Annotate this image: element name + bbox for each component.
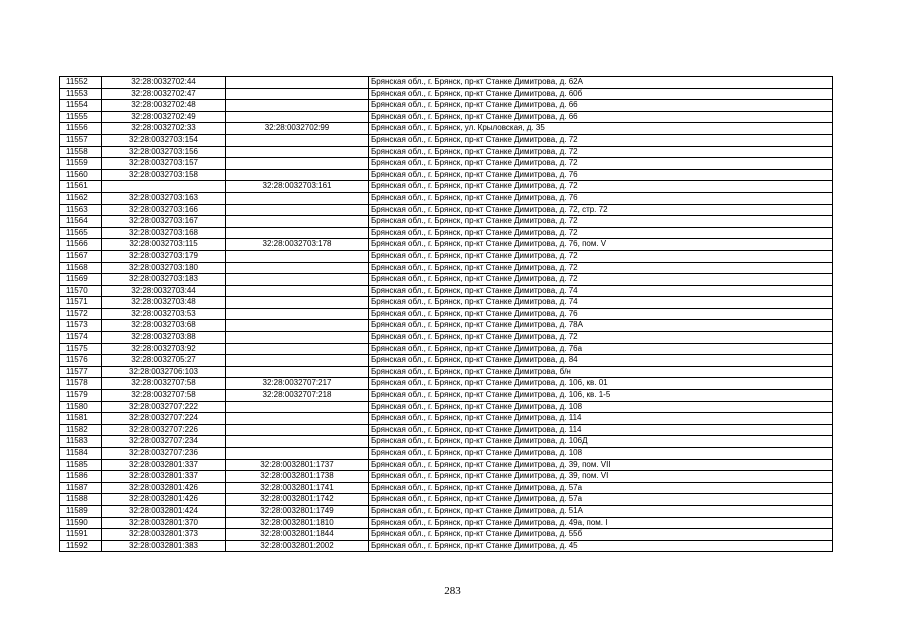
parent-cadastral-number-cell [226,355,369,367]
parent-cadastral-number-cell [226,192,369,204]
row-number-cell: 11568 [60,262,102,274]
table-row [60,77,833,89]
parent-cadastral-number-cell: 32:28:0032707:217 [226,378,369,390]
address-cell: Брянская обл., г. Брянск, пр-кт Станке Димитрова, д. 39, пом. VI [369,471,833,483]
row-number-cell: 11554 [60,100,102,112]
table-row [60,343,833,355]
parent-cadastral-number-cell: 32:28:0032703:178 [226,239,369,251]
table-row [60,413,833,425]
cadastral-number-cell: 32:28:0032801:424 [102,505,226,517]
cadastral-number-cell: 32:28:0032707:58 [102,378,226,390]
row-number-cell: 11575 [60,343,102,355]
table-row [60,285,833,297]
row-number-cell: 11572 [60,308,102,320]
parent-cadastral-number-cell [226,100,369,112]
row-number-cell: 11589 [60,505,102,517]
cadastral-number-cell: 32:28:0032705:27 [102,355,226,367]
address-cell: Брянская обл., г. Брянск, ул. Крыловская, д. 35 [369,123,833,135]
cadastral-number-cell: 32:28:0032703:167 [102,216,226,228]
address-cell: Брянская обл., г. Брянск, пр-кт Станке Димитрова, б/н [369,366,833,378]
parent-cadastral-number-cell [226,134,369,146]
parent-cadastral-number-cell: 32:28:0032707:218 [226,390,369,402]
row-number-cell: 11583 [60,436,102,448]
cadastral-number-cell: 32:28:0032801:426 [102,482,226,494]
cadastral-number-cell: 32:28:0032702:48 [102,100,226,112]
row-number-cell: 11579 [60,390,102,402]
table-row [60,366,833,378]
table-row [60,517,833,529]
table-row [60,332,833,344]
row-number-cell: 11592 [60,540,102,552]
address-cell: Брянская обл., г. Брянск, пр-кт Станке Димитрова, д. 108 [369,401,833,413]
table-row [60,494,833,506]
cadastral-number-cell: 32:28:0032707:236 [102,448,226,460]
cadastral-number-cell: 32:28:0032703:180 [102,262,226,274]
address-cell: Брянская обл., г. Брянск, пр-кт Станке Димитрова, д. 76 [369,192,833,204]
row-number-cell: 11577 [60,366,102,378]
table-row [60,88,833,100]
cadastral-number-cell: 32:28:0032707:222 [102,401,226,413]
row-number-cell: 11578 [60,378,102,390]
row-number-cell: 11569 [60,274,102,286]
address-cell: Брянская обл., г. Брянск, пр-кт Станке Димитрова, д. 72 [369,250,833,262]
address-cell: Брянская обл., г. Брянск, пр-кт Станке Димитрова, д. 72 [369,227,833,239]
cadastral-number-cell: 32:28:0032707:58 [102,390,226,402]
address-cell: Брянская обл., г. Брянск, пр-кт Станке Димитрова, д. 106, кв. 01 [369,378,833,390]
parent-cadastral-number-cell: 32:28:0032801:1738 [226,471,369,483]
row-number-cell: 11564 [60,216,102,228]
parent-cadastral-number-cell [226,169,369,181]
parent-cadastral-number-cell [226,88,369,100]
cadastral-number-cell: 32:28:0032707:234 [102,436,226,448]
parent-cadastral-number-cell: 32:28:0032801:1810 [226,517,369,529]
cadastral-number-cell: 32:28:0032703:68 [102,320,226,332]
address-cell: Брянская обл., г. Брянск, пр-кт Станке Димитрова, д. 51А [369,505,833,517]
cadastral-number-cell: 32:28:0032703:53 [102,308,226,320]
table-row [60,482,833,494]
cadastral-number-cell: 32:28:0032702:44 [102,77,226,89]
address-cell: Брянская обл., г. Брянск, пр-кт Станке Димитрова, д. 45 [369,540,833,552]
address-cell: Брянская обл., г. Брянск, пр-кт Станке Димитрова, д. 76 [369,169,833,181]
address-cell: Брянская обл., г. Брянск, пр-кт Станке Димитрова, д. 49а, пом. I [369,517,833,529]
address-cell: Брянская обл., г. Брянск, пр-кт Станке Димитрова, д. 72 [369,216,833,228]
table-row [60,123,833,135]
parent-cadastral-number-cell: 32:28:0032801:1741 [226,482,369,494]
parent-cadastral-number-cell [226,216,369,228]
parent-cadastral-number-cell [226,285,369,297]
parent-cadastral-number-cell [226,332,369,344]
row-number-cell: 11553 [60,88,102,100]
cadastral-number-cell: 32:28:0032801:370 [102,517,226,529]
row-number-cell: 11567 [60,250,102,262]
cadastral-number-cell: 32:28:0032801:337 [102,459,226,471]
parent-cadastral-number-cell [226,343,369,355]
parent-cadastral-number-cell [226,413,369,425]
cadastral-number-cell: 32:28:0032703:156 [102,146,226,158]
cadastral-number-cell: 32:28:0032703:154 [102,134,226,146]
table-row [60,448,833,460]
parent-cadastral-number-cell [226,401,369,413]
row-number-cell: 11559 [60,158,102,170]
row-number-cell: 11552 [60,77,102,89]
row-number-cell: 11581 [60,413,102,425]
address-cell: Брянская обл., г. Брянск, пр-кт Станке Димитрова, д. 76 [369,308,833,320]
address-cell: Брянская обл., г. Брянск, пр-кт Станке Димитрова, д. 72, стр. 72 [369,204,833,216]
table-row [60,111,833,123]
address-cell: Брянская обл., г. Брянск, пр-кт Станке Димитрова, д. 72 [369,134,833,146]
address-cell: Брянская обл., г. Брянск, пр-кт Станке Димитрова, д. 55б [369,529,833,541]
page-number: 283 [444,585,461,597]
parent-cadastral-number-cell: 32:28:0032801:1742 [226,494,369,506]
table-row [60,192,833,204]
cadastral-number-cell: 32:28:0032703:179 [102,250,226,262]
row-number-cell: 11555 [60,111,102,123]
row-number-cell: 11563 [60,204,102,216]
row-number-cell: 11580 [60,401,102,413]
address-cell: Брянская обл., г. Брянск, пр-кт Станке Димитрова, д. 62А [369,77,833,89]
registry-table-body [60,77,833,552]
table-row [60,216,833,228]
row-number-cell: 11574 [60,332,102,344]
address-cell: Брянская обл., г. Брянск, пр-кт Станке Димитрова, д. 114 [369,413,833,425]
parent-cadastral-number-cell [226,77,369,89]
cadastral-number-cell: 32:28:0032707:226 [102,424,226,436]
cadastral-number-cell: 32:28:0032703:44 [102,285,226,297]
table-row [60,204,833,216]
address-cell: Брянская обл., г. Брянск, пр-кт Станке Димитрова, д. 57а [369,482,833,494]
address-cell: Брянская обл., г. Брянск, пр-кт Станке Димитрова, д. 84 [369,355,833,367]
row-number-cell: 11561 [60,181,102,193]
row-number-cell: 11576 [60,355,102,367]
parent-cadastral-number-cell: 32:28:0032801:2002 [226,540,369,552]
cadastral-number-cell: 32:28:0032703:166 [102,204,226,216]
parent-cadastral-number-cell [226,146,369,158]
cadastral-number-cell: 32:28:0032703:183 [102,274,226,286]
cadastral-number-cell: 32:28:0032801:337 [102,471,226,483]
registry-table [59,76,833,552]
cadastral-number-cell: 32:28:0032702:47 [102,88,226,100]
row-number-cell: 11571 [60,297,102,309]
table-row [60,540,833,552]
address-cell: Брянская обл., г. Брянск, пр-кт Станке Димитрова, д. 106Д [369,436,833,448]
address-cell: Брянская обл., г. Брянск, пр-кт Станке Димитрова, д. 72 [369,181,833,193]
table-row [60,308,833,320]
cadastral-number-cell: 32:28:0032702:33 [102,123,226,135]
parent-cadastral-number-cell: 32:28:0032801:1737 [226,459,369,471]
parent-cadastral-number-cell [226,320,369,332]
table-row [60,134,833,146]
cadastral-number-cell: 32:28:0032703:168 [102,227,226,239]
row-number-cell: 11560 [60,169,102,181]
parent-cadastral-number-cell [226,424,369,436]
address-cell: Брянская обл., г. Брянск, пр-кт Станке Димитрова, д. 66 [369,111,833,123]
parent-cadastral-number-cell [226,227,369,239]
cadastral-number-cell: 32:28:0032707:224 [102,413,226,425]
parent-cadastral-number-cell [226,111,369,123]
cadastral-number-cell: 32:28:0032801:373 [102,529,226,541]
table-row [60,146,833,158]
table-row [60,239,833,251]
parent-cadastral-number-cell [226,448,369,460]
table-row [60,424,833,436]
row-number-cell: 11585 [60,459,102,471]
address-cell: Брянская обл., г. Брянск, пр-кт Станке Димитрова, д. 72 [369,332,833,344]
parent-cadastral-number-cell [226,436,369,448]
table-row [60,471,833,483]
row-number-cell: 11570 [60,285,102,297]
table-row [60,378,833,390]
table-row [60,320,833,332]
address-cell: Брянская обл., г. Брянск, пр-кт Станке Димитрова, д. 106, кв. 1-5 [369,390,833,402]
cadastral-number-cell: 32:28:0032703:48 [102,297,226,309]
row-number-cell: 11562 [60,192,102,204]
row-number-cell: 11590 [60,517,102,529]
parent-cadastral-number-cell [226,262,369,274]
row-number-cell: 11556 [60,123,102,135]
address-cell: Брянская обл., г. Брянск, пр-кт Станке Димитрова, д. 76, пом. V [369,239,833,251]
address-cell: Брянская обл., г. Брянск, пр-кт Станке Димитрова, д. 60б [369,88,833,100]
parent-cadastral-number-cell: 32:28:0032801:1749 [226,505,369,517]
address-cell: Брянская обл., г. Брянск, пр-кт Станке Димитрова, д. 72 [369,146,833,158]
parent-cadastral-number-cell [226,297,369,309]
parent-cadastral-number-cell [226,308,369,320]
table-row [60,274,833,286]
cadastral-number-cell: 32:28:0032703:115 [102,239,226,251]
table-row [60,250,833,262]
parent-cadastral-number-cell [226,274,369,286]
cadastral-number-cell: 32:28:0032706:103 [102,366,226,378]
table-row [60,297,833,309]
row-number-cell: 11565 [60,227,102,239]
cadastral-number-cell: 32:28:0032703:157 [102,158,226,170]
row-number-cell: 11557 [60,134,102,146]
cadastral-number-cell: 32:28:0032702:49 [102,111,226,123]
parent-cadastral-number-cell [226,204,369,216]
table-row [60,390,833,402]
address-cell: Брянская обл., г. Брянск, пр-кт Станке Димитрова, д. 74 [369,285,833,297]
row-number-cell: 11591 [60,529,102,541]
address-cell: Брянская обл., г. Брянск, пр-кт Станке Димитрова, д. 66 [369,100,833,112]
cadastral-number-cell: 32:28:0032703:92 [102,343,226,355]
address-cell: Брянская обл., г. Брянск, пр-кт Станке Димитрова, д. 72 [369,274,833,286]
address-cell: Брянская обл., г. Брянск, пр-кт Станке Димитрова, д. 74 [369,297,833,309]
address-cell: Брянская обл., г. Брянск, пр-кт Станке Димитрова, д. 72 [369,262,833,274]
table-row [60,436,833,448]
table-row [60,401,833,413]
table-row [60,100,833,112]
table-row [60,459,833,471]
row-number-cell: 11587 [60,482,102,494]
cadastral-number-cell: 32:28:0032703:163 [102,192,226,204]
parent-cadastral-number-cell [226,158,369,170]
table-row [60,169,833,181]
table-row [60,227,833,239]
row-number-cell: 11586 [60,471,102,483]
cadastral-number-cell: 32:28:0032703:88 [102,332,226,344]
address-cell: Брянская обл., г. Брянск, пр-кт Станке Димитрова, д. 39, пом. VII [369,459,833,471]
cadastral-number-cell [102,181,226,193]
address-cell: Брянская обл., г. Брянск, пр-кт Станке Димитрова, д. 78А [369,320,833,332]
parent-cadastral-number-cell: 32:28:0032703:161 [226,181,369,193]
table-row [60,181,833,193]
address-cell: Брянская обл., г. Брянск, пр-кт Станке Димитрова, д. 108 [369,448,833,460]
row-number-cell: 11588 [60,494,102,506]
parent-cadastral-number-cell [226,366,369,378]
row-number-cell: 11558 [60,146,102,158]
parent-cadastral-number-cell [226,250,369,262]
row-number-cell: 11566 [60,239,102,251]
row-number-cell: 11584 [60,448,102,460]
address-cell: Брянская обл., г. Брянск, пр-кт Станке Димитрова, д. 76а [369,343,833,355]
row-number-cell: 11582 [60,424,102,436]
address-cell: Брянская обл., г. Брянск, пр-кт Станке Димитрова, д. 72 [369,158,833,170]
parent-cadastral-number-cell: 32:28:0032702:99 [226,123,369,135]
table-row [60,158,833,170]
parent-cadastral-number-cell: 32:28:0032801:1844 [226,529,369,541]
table-row [60,505,833,517]
row-number-cell: 11573 [60,320,102,332]
table-row [60,262,833,274]
table-row [60,529,833,541]
address-cell: Брянская обл., г. Брянск, пр-кт Станке Димитрова, д. 57а [369,494,833,506]
address-cell: Брянская обл., г. Брянск, пр-кт Станке Димитрова, д. 114 [369,424,833,436]
cadastral-number-cell: 32:28:0032703:158 [102,169,226,181]
cadastral-number-cell: 32:28:0032801:426 [102,494,226,506]
table-row [60,355,833,367]
cadastral-number-cell: 32:28:0032801:383 [102,540,226,552]
